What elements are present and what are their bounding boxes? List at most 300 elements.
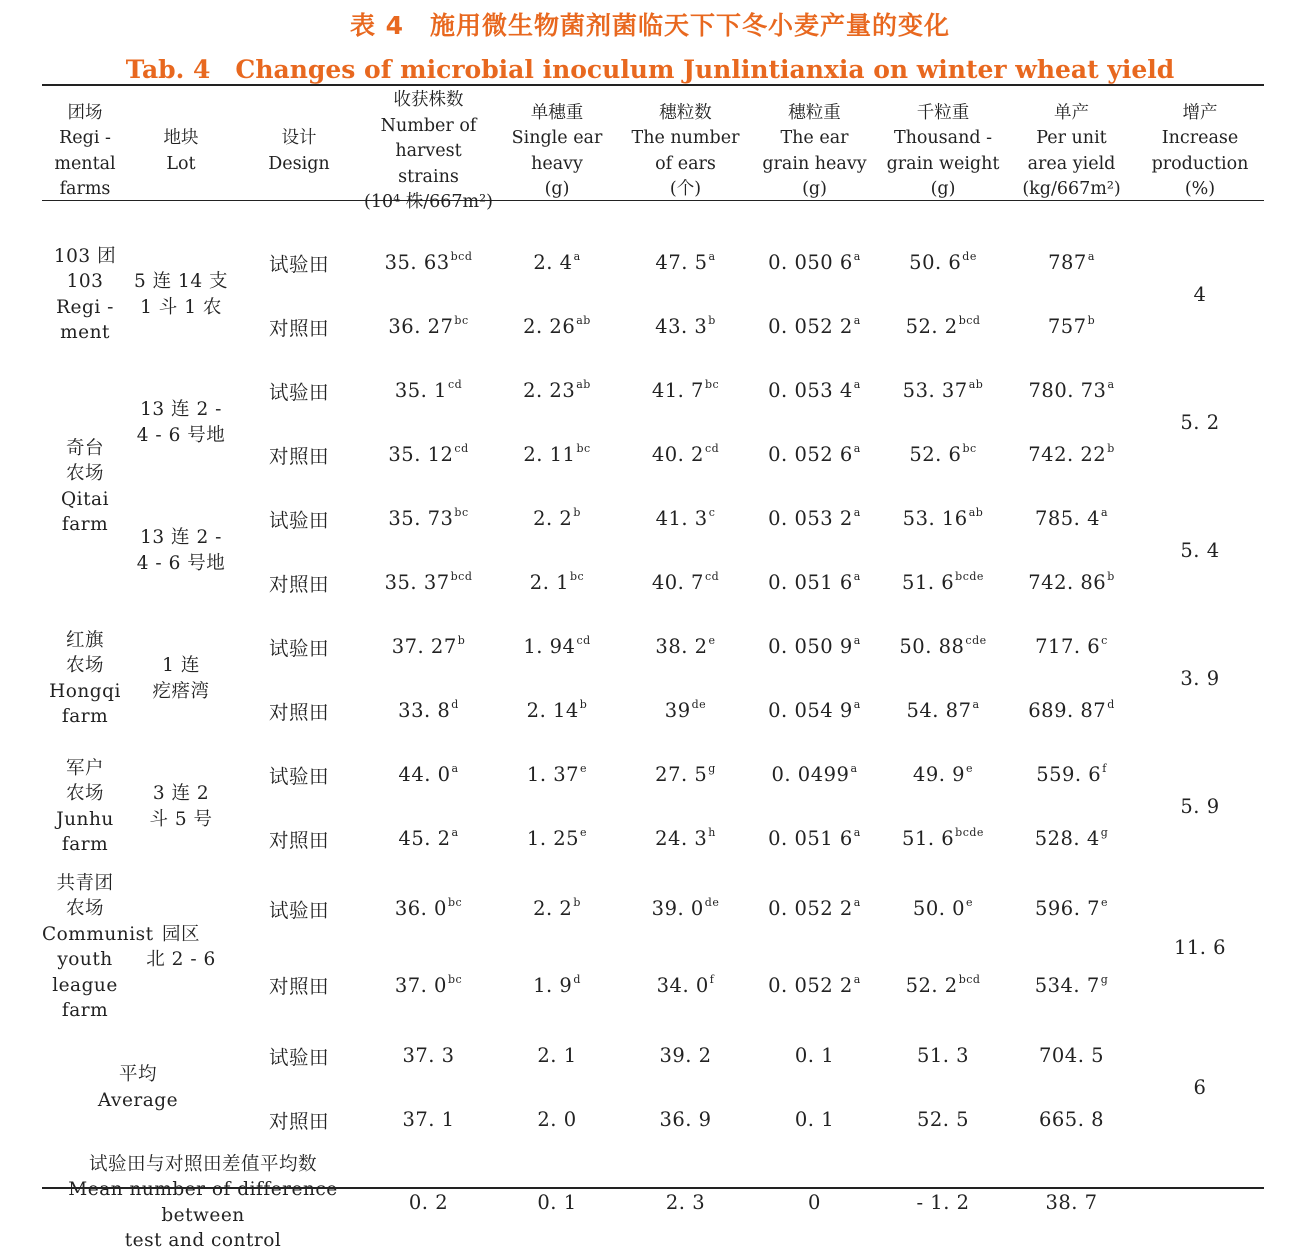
increase-cell: 11. 6 xyxy=(1173,935,1227,959)
data-cell xyxy=(493,423,621,487)
cell-line: 4 - 6 号地 xyxy=(136,552,226,574)
cell-line: Per unit xyxy=(1036,128,1107,149)
value: 0. 054 9 xyxy=(768,699,853,722)
significance-letter: g xyxy=(708,762,716,775)
significance-letter: bc xyxy=(447,972,463,986)
value: 1. 9 xyxy=(533,973,573,997)
cell-line: 设计 xyxy=(281,128,317,149)
significance-letter: a xyxy=(451,826,459,839)
data-cell xyxy=(621,615,750,679)
cell-line: mental xyxy=(54,153,116,174)
cell-line: 农场 xyxy=(65,783,104,804)
significance-letter: bc xyxy=(454,314,469,327)
column-header xyxy=(128,88,234,216)
cell-line: test and control xyxy=(124,1230,282,1251)
difference-value: 2. 3 xyxy=(665,1191,706,1214)
cell-line: 5 连 14 支 xyxy=(134,271,228,292)
data-cell xyxy=(493,807,621,871)
average-value: 704. 5 xyxy=(1038,1044,1105,1067)
data-cell xyxy=(621,679,750,743)
difference-value: 0 xyxy=(808,1191,821,1214)
data-cell xyxy=(750,487,879,551)
cell-line: 单穗重 xyxy=(530,102,584,123)
data-cell xyxy=(879,423,1007,487)
significance-letter: a xyxy=(1087,250,1095,263)
cell-line: Increase xyxy=(1161,128,1239,149)
cell-line: 疙瘩湾 xyxy=(152,680,210,702)
empty-cell xyxy=(1136,1152,1264,1254)
significance-letter: b xyxy=(457,634,466,647)
significance-letter: b xyxy=(573,896,581,910)
increase-cell: 4 xyxy=(1193,283,1207,306)
value: 2. 14 xyxy=(526,699,579,722)
cell-line: 收获株数 xyxy=(393,90,464,110)
cell-line: Junhu xyxy=(56,808,114,830)
data-cell xyxy=(1007,679,1136,743)
value: 0. 051 6 xyxy=(768,571,853,594)
data-cell xyxy=(879,871,1007,948)
significance-letter: d xyxy=(1107,698,1115,711)
significance-letter: f xyxy=(1102,762,1107,775)
cell-line: 红旗 xyxy=(65,629,104,651)
value: 52. 6 xyxy=(909,443,962,466)
average-label xyxy=(42,1024,234,1152)
value: 717. 6 xyxy=(1035,635,1101,658)
significance-letter: bc xyxy=(447,896,463,910)
data-cell xyxy=(621,231,750,295)
column-header xyxy=(42,88,128,216)
value: 50. 88 xyxy=(899,635,965,658)
data-cell xyxy=(364,295,493,359)
significance-letter: b xyxy=(1107,442,1115,455)
significance-letter: ab xyxy=(576,378,591,391)
data-cell xyxy=(493,615,621,679)
average-value: 0. 1 xyxy=(794,1108,835,1131)
significance-letter: d xyxy=(573,972,581,986)
increase-cell: 5. 2 xyxy=(1180,411,1220,434)
cell-line: of ears xyxy=(655,153,716,174)
cell-line: farm xyxy=(61,834,109,855)
significance-letter: a xyxy=(853,634,861,647)
significance-letter: a xyxy=(850,762,858,775)
lot-cell xyxy=(128,743,234,871)
design-cell: 试验田 xyxy=(268,636,329,660)
value: 50. 6 xyxy=(909,251,962,274)
data-cell xyxy=(879,295,1007,359)
value: 2. 26 xyxy=(523,315,576,338)
cell-line: Number of xyxy=(380,115,477,136)
data-cell xyxy=(750,615,879,679)
value: 34. 0 xyxy=(656,973,709,997)
significance-letter: a xyxy=(853,314,861,327)
data-cell xyxy=(750,359,879,423)
value: 757 xyxy=(1047,315,1087,338)
farm-cell xyxy=(42,615,128,743)
data-cell xyxy=(750,947,879,1024)
value: 742. 86 xyxy=(1028,571,1107,594)
value: 2. 4 xyxy=(533,251,573,274)
cell-line: Thousand - xyxy=(893,128,993,149)
design-cell: 试验田 xyxy=(268,898,329,922)
value: 742. 22 xyxy=(1028,443,1107,466)
data-cell xyxy=(750,871,879,948)
top-rule xyxy=(42,84,1264,86)
farm-cell xyxy=(42,359,128,615)
cell-line: Regi - xyxy=(56,296,114,318)
cell-line: 103 xyxy=(66,271,104,292)
value: 785. 4 xyxy=(1034,507,1100,530)
significance-letter: cd xyxy=(447,378,463,391)
spacer-row xyxy=(42,216,1264,231)
significance-letter: a xyxy=(853,506,861,519)
significance-letter: a xyxy=(853,698,861,711)
data-cell xyxy=(1007,359,1136,423)
value: 40. 7 xyxy=(651,571,704,594)
value: 47. 5 xyxy=(655,251,708,274)
significance-letter: ab xyxy=(968,378,984,391)
data-cell xyxy=(621,871,750,948)
significance-letter: a xyxy=(1107,378,1115,391)
cell-line: 103 团 xyxy=(53,245,117,267)
value: 39 xyxy=(664,699,691,722)
cell-line: ment xyxy=(60,322,110,343)
cell-line: 军户 xyxy=(65,757,104,779)
data-cell xyxy=(879,679,1007,743)
data-cell xyxy=(493,679,621,743)
average-value: 37. 1 xyxy=(402,1108,455,1131)
data-cell xyxy=(621,359,750,423)
value: 38. 2 xyxy=(655,635,708,658)
difference-value: 38. 7 xyxy=(1045,1191,1098,1214)
cell-line: (个) xyxy=(669,179,702,200)
increase-cell: 5. 4 xyxy=(1180,539,1220,562)
significance-letter: bcd xyxy=(958,972,981,986)
data-cell xyxy=(364,743,493,807)
data-cell xyxy=(750,423,879,487)
data-cell xyxy=(621,551,750,615)
significance-letter: a xyxy=(853,378,861,391)
significance-letter: c xyxy=(708,506,716,519)
column-header xyxy=(621,88,750,216)
cell-line: 千粒重 xyxy=(916,102,970,123)
data-cell xyxy=(621,295,750,359)
cell-line: 斗 5 号 xyxy=(149,808,213,830)
increase-cell: 6 xyxy=(1193,1076,1207,1099)
cell-line: Communist xyxy=(42,923,154,945)
farm-cell xyxy=(42,743,128,871)
cell-line: area yield xyxy=(1027,153,1116,174)
design-cell: 对照田 xyxy=(268,316,329,340)
value: 1. 94 xyxy=(523,635,576,658)
value: 0. 051 6 xyxy=(768,827,853,850)
significance-letter: bc xyxy=(962,442,977,455)
value: 2. 11 xyxy=(523,443,576,466)
data-cell xyxy=(364,807,493,871)
cell-line: production xyxy=(1151,153,1249,174)
data-cell xyxy=(1007,231,1136,295)
data-cell xyxy=(621,487,750,551)
data-cell xyxy=(621,423,750,487)
value: 24. 3 xyxy=(655,827,708,850)
significance-letter: bc xyxy=(576,442,591,455)
significance-letter: e xyxy=(1101,896,1109,910)
table-row xyxy=(42,231,1264,295)
value: 0. 050 6 xyxy=(768,251,853,274)
table-row xyxy=(42,743,1264,807)
data-cell xyxy=(750,231,879,295)
data-cell xyxy=(1007,487,1136,551)
value: 2. 2 xyxy=(533,507,573,530)
cell-line: 穗粒数 xyxy=(659,102,712,123)
value: 52. 2 xyxy=(905,973,958,997)
value: 33. 8 xyxy=(398,699,451,722)
cell-line: farm xyxy=(61,706,109,727)
lot-cell xyxy=(128,487,234,615)
data-cell xyxy=(493,743,621,807)
significance-letter: a xyxy=(853,250,861,263)
value: 35. 63 xyxy=(384,251,450,274)
cell-line: Single ear xyxy=(511,128,603,149)
cell-line: 平均 xyxy=(118,1064,157,1085)
cell-line: 共青团 xyxy=(56,872,114,894)
data-cell xyxy=(493,871,621,948)
significance-letter: b xyxy=(708,314,716,327)
value: 41. 7 xyxy=(651,379,704,402)
cell-line: heavy xyxy=(531,153,583,174)
significance-letter: cd xyxy=(454,442,469,455)
value: 1. 37 xyxy=(526,763,580,786)
design-cell: 对照田 xyxy=(268,700,329,724)
data-cell xyxy=(1007,947,1136,1024)
significance-letter: de xyxy=(962,250,977,263)
cell-line: 3 连 2 xyxy=(152,783,210,804)
value: 1. 25 xyxy=(526,827,580,850)
value: 36. 0 xyxy=(394,897,447,921)
cell-line: grain heavy xyxy=(762,153,867,174)
significance-letter: c xyxy=(1101,634,1108,647)
data-cell xyxy=(364,679,493,743)
significance-letter: a xyxy=(573,250,581,263)
value: 36. 27 xyxy=(388,315,454,338)
data-cell xyxy=(1007,551,1136,615)
significance-letter: cd xyxy=(704,442,720,455)
value: 596. 7 xyxy=(1034,897,1100,921)
cell-line: 农场 xyxy=(65,463,104,484)
column-header xyxy=(493,88,621,216)
significance-letter: g xyxy=(1100,972,1109,986)
value: 0. 053 4 xyxy=(768,379,853,402)
cell-line: Design xyxy=(268,153,330,174)
value: 49. 9 xyxy=(912,763,966,786)
data-cell xyxy=(364,231,493,295)
significance-letter: bcde xyxy=(955,570,984,583)
data-cell xyxy=(879,231,1007,295)
data-cell xyxy=(364,359,493,423)
farm-cell xyxy=(42,871,154,1024)
value: 35. 73 xyxy=(388,507,454,530)
data-cell xyxy=(621,807,750,871)
significance-letter: b xyxy=(573,506,581,519)
value: 559. 6 xyxy=(1036,763,1102,786)
column-header xyxy=(234,88,364,216)
significance-letter: e xyxy=(580,762,588,775)
difference-value: - 1. 2 xyxy=(916,1191,970,1214)
column-header xyxy=(1007,88,1136,216)
value: 41. 3 xyxy=(655,507,708,530)
data-cell xyxy=(879,359,1007,423)
cell-line: (g) xyxy=(544,179,570,200)
cell-line: grain weight xyxy=(886,153,1000,174)
data-cell xyxy=(493,551,621,615)
significance-letter: cde xyxy=(965,634,987,647)
data-cell xyxy=(1007,807,1136,871)
average-value: 0. 1 xyxy=(794,1044,835,1067)
yield-table xyxy=(42,88,1264,1254)
difference-value: 0. 1 xyxy=(537,1191,577,1214)
table-title-cn: 表 4 施用微生物菌剂菌临天下下冬小麦产量的变化 xyxy=(349,11,951,40)
data-cell xyxy=(750,807,879,871)
farm-cell xyxy=(42,231,128,359)
data-cell xyxy=(1007,423,1136,487)
value: 0. 050 9 xyxy=(768,635,853,658)
data-cell xyxy=(364,871,493,948)
cell-line: 13 连 2 - xyxy=(140,527,222,548)
cell-line: 奇台 xyxy=(65,437,104,459)
data-cell xyxy=(364,423,493,487)
value: 51. 6 xyxy=(902,827,955,850)
lot-cell xyxy=(128,615,234,743)
table-row xyxy=(42,487,1264,551)
data-cell xyxy=(750,295,879,359)
significance-letter: a xyxy=(972,698,980,711)
cell-line: 增产 xyxy=(1182,102,1218,123)
value: 27. 5 xyxy=(655,763,708,786)
value: 35. 12 xyxy=(388,443,454,466)
data-cell xyxy=(493,487,621,551)
data-cell xyxy=(621,947,750,1024)
value: 53. 37 xyxy=(902,379,968,402)
value: 39. 0 xyxy=(651,897,704,921)
average-value: 37. 3 xyxy=(402,1044,455,1067)
cell-line: youth xyxy=(57,949,113,970)
table-body xyxy=(42,216,1264,1254)
significance-letter: bcd xyxy=(450,570,473,583)
average-value: 2. 0 xyxy=(537,1108,577,1131)
cell-line: Lot xyxy=(166,153,196,174)
value: 40. 2 xyxy=(651,443,704,466)
value: 2. 1 xyxy=(529,571,569,594)
significance-letter: g xyxy=(1100,826,1109,839)
data-cell xyxy=(879,487,1007,551)
significance-letter: e xyxy=(708,634,716,647)
lot-cell xyxy=(128,359,234,487)
value: 689. 87 xyxy=(1028,699,1107,722)
value: 787 xyxy=(1048,251,1087,274)
data-cell xyxy=(750,743,879,807)
cell-line: 地块 xyxy=(163,128,199,149)
significance-letter: b xyxy=(579,698,588,711)
column-header xyxy=(750,88,879,216)
data-cell xyxy=(493,231,621,295)
difference-label xyxy=(42,1152,364,1254)
data-cell xyxy=(1007,871,1136,948)
value: 50. 0 xyxy=(912,897,966,921)
cell-line: (g) xyxy=(802,179,827,200)
cell-line: 1 斗 1 农 xyxy=(140,296,222,318)
average-value: 2. 1 xyxy=(537,1044,577,1067)
value: 45. 2 xyxy=(398,827,451,850)
cell-line: The ear xyxy=(780,128,849,149)
value: 52. 2 xyxy=(905,315,958,338)
header-row xyxy=(42,88,1264,216)
data-cell xyxy=(750,679,879,743)
significance-letter: ab xyxy=(576,314,591,327)
data-cell xyxy=(879,551,1007,615)
design-cell: 试验田 xyxy=(268,508,329,532)
significance-letter: a xyxy=(853,896,861,910)
data-cell xyxy=(493,947,621,1024)
average-value: 36. 9 xyxy=(659,1108,712,1131)
design-cell: 试验田 xyxy=(268,764,329,788)
cell-line: Regi - xyxy=(59,128,111,149)
increase-cell: 3. 9 xyxy=(1180,667,1220,690)
data-cell xyxy=(879,743,1007,807)
cell-line: 团场 xyxy=(67,102,103,123)
data-cell xyxy=(364,487,493,551)
significance-letter: d xyxy=(451,698,459,711)
column-header xyxy=(879,88,1007,216)
significance-letter: bcd xyxy=(958,314,981,327)
significance-letter: de xyxy=(691,698,707,711)
difference-row xyxy=(42,1152,1264,1254)
table-row xyxy=(42,359,1264,423)
data-cell xyxy=(1007,615,1136,679)
cell-line: league farm xyxy=(52,974,118,1021)
significance-letter: a xyxy=(708,250,716,263)
cell-line: 1 连 xyxy=(162,655,200,676)
cell-line: (kg/667m²) xyxy=(1022,179,1121,200)
value: 0. 052 2 xyxy=(768,315,853,338)
significance-letter: e xyxy=(966,896,974,910)
significance-letter: e xyxy=(966,762,974,775)
column-header xyxy=(364,88,493,216)
data-cell xyxy=(364,615,493,679)
significance-letter: bc xyxy=(704,378,720,391)
cell-line: 北 2 - 6 xyxy=(146,949,216,970)
data-cell xyxy=(621,743,750,807)
value: 0. 053 2 xyxy=(768,507,853,530)
significance-letter: cd xyxy=(576,634,591,647)
cell-line: The number xyxy=(631,128,740,149)
significance-letter: a xyxy=(853,826,861,839)
significance-letter: ab xyxy=(968,506,984,519)
average-value: 51. 3 xyxy=(916,1044,970,1067)
value: 2. 23 xyxy=(523,379,576,402)
design-cell: 试验田 xyxy=(268,252,329,276)
cell-line: (%) xyxy=(1184,179,1216,200)
value: 37. 27 xyxy=(391,635,457,658)
column-header xyxy=(1136,88,1264,216)
significance-letter: de xyxy=(704,896,720,910)
value: 35. 37 xyxy=(384,571,450,594)
cell-line: Average xyxy=(97,1089,179,1111)
data-cell xyxy=(364,947,493,1024)
table-title-en: Tab. 4 Changes of microbial inoculum Junlintianxia on winter wheat yield xyxy=(125,55,1175,84)
significance-letter: bc xyxy=(454,506,469,519)
significance-letter: a xyxy=(451,762,459,775)
difference-value: 0. 2 xyxy=(408,1191,449,1214)
design-cell: 对照田 xyxy=(268,975,329,999)
